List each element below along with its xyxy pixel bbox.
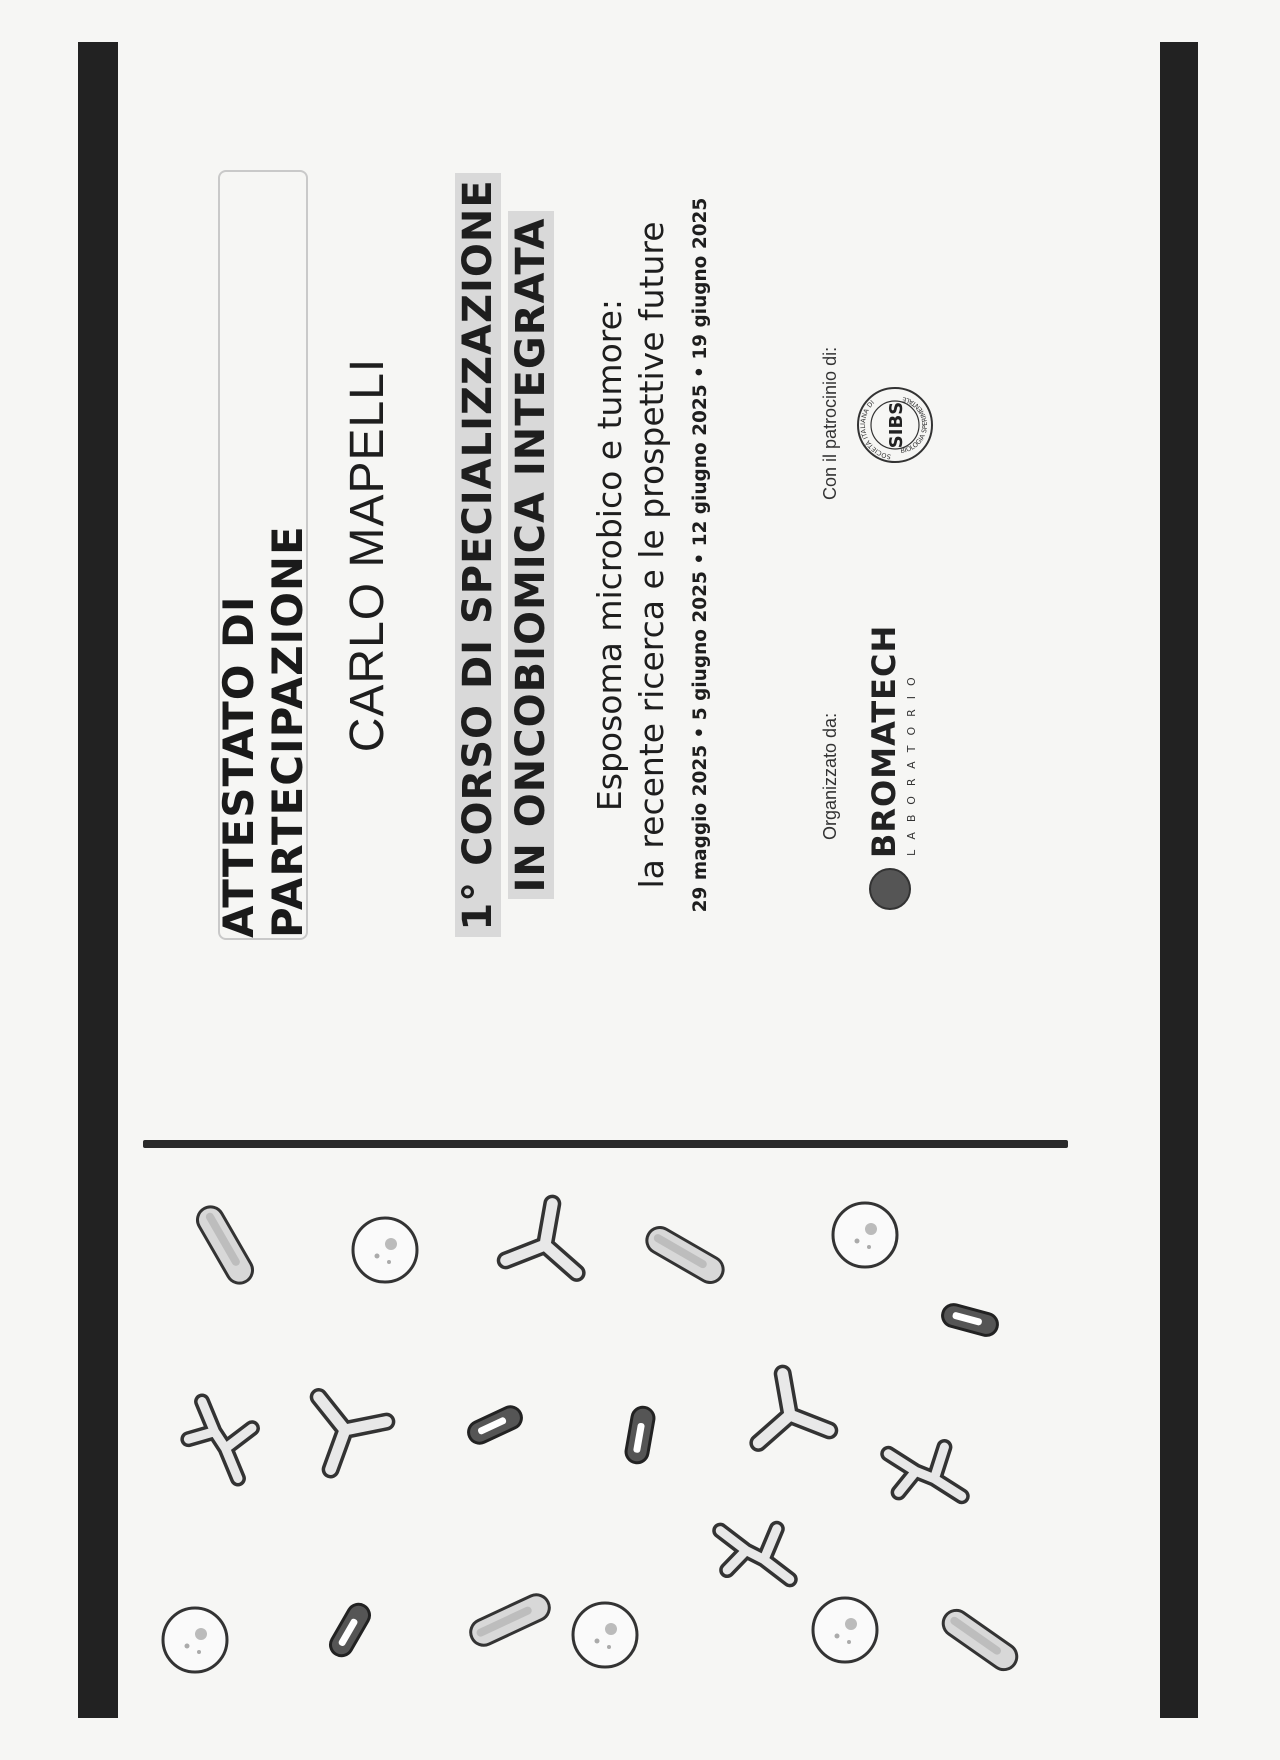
branched-bacterium-icon	[747, 1367, 829, 1443]
title-box	[214, 170, 312, 940]
rod-bacterium-icon	[326, 1600, 373, 1659]
bromatech-emblem-icon	[869, 868, 911, 910]
branched-bacterium-icon	[297, 1397, 387, 1482]
rod-bacterium-icon	[465, 1403, 525, 1447]
section-divider	[143, 1140, 1068, 1148]
patronage-label: Con il patrocinio di:	[820, 346, 840, 500]
branched-bacterium-icon	[182, 1402, 259, 1479]
rod-bacterium-icon	[466, 1590, 553, 1649]
branched-bacterium-icon	[888, 1438, 961, 1511]
rod-bacterium-icon	[642, 1223, 728, 1288]
branched-bacterium-icon	[506, 1197, 588, 1273]
round-cell-icon	[833, 1203, 897, 1267]
round-cell-icon	[573, 1603, 637, 1667]
rod-bacterium-icon	[624, 1406, 655, 1465]
certificate-content	[180, 0, 1020, 970]
recipient-name: CARLO MAPELLI	[341, 357, 394, 753]
sibs-ring-bottom-text: BIOLOGIA SPERIMENTALE	[899, 395, 930, 456]
round-cell-icon	[813, 1598, 877, 1662]
branched-bacterium-icon	[720, 1520, 790, 1590]
course-title-line1-text: 1° CORSO DI SPECIALIZZAZIONE	[455, 173, 501, 936]
subtitle-line2: la recente ricerca e le prospettive future	[632, 221, 671, 889]
rod-bacterium-icon	[938, 1605, 1022, 1674]
course-title-line2	[508, 140, 554, 970]
sibs-logo-text: SIBS	[886, 401, 907, 449]
round-cell-icon	[163, 1608, 227, 1672]
right-dark-band	[1160, 42, 1198, 1718]
course-title-line2-text: IN ONCOBIOMICA INTEGRATA	[508, 212, 554, 899]
course-dates: 29 maggio 2025 • 5 giugno 2025 • 12 giugno 2025 • 19 giugno 2025	[690, 197, 711, 913]
bromatech-brand: BROMATECH	[865, 624, 903, 858]
bacteria-illustration	[130, 1170, 1090, 1710]
subtitle-line1: Esposoma microbico e tumore:	[590, 298, 629, 812]
left-dark-band	[78, 42, 118, 1718]
bromatech-logo	[865, 590, 935, 910]
certificate-title: ATTESTATO DI PARTECIPAZIONE	[214, 525, 312, 938]
sibs-logo-icon	[855, 385, 935, 465]
rod-bacterium-icon	[940, 1302, 1000, 1338]
course-title-line1	[455, 140, 501, 970]
bromatech-subtitle: LABORATORIO	[905, 667, 918, 856]
round-cell-icon	[353, 1218, 417, 1282]
rod-bacterium-icon	[193, 1202, 258, 1288]
organized-by-label: Organizzato da:	[820, 712, 840, 840]
sibs-ring-top-text: SOCIETÀ ITALIANA DI	[858, 398, 892, 461]
